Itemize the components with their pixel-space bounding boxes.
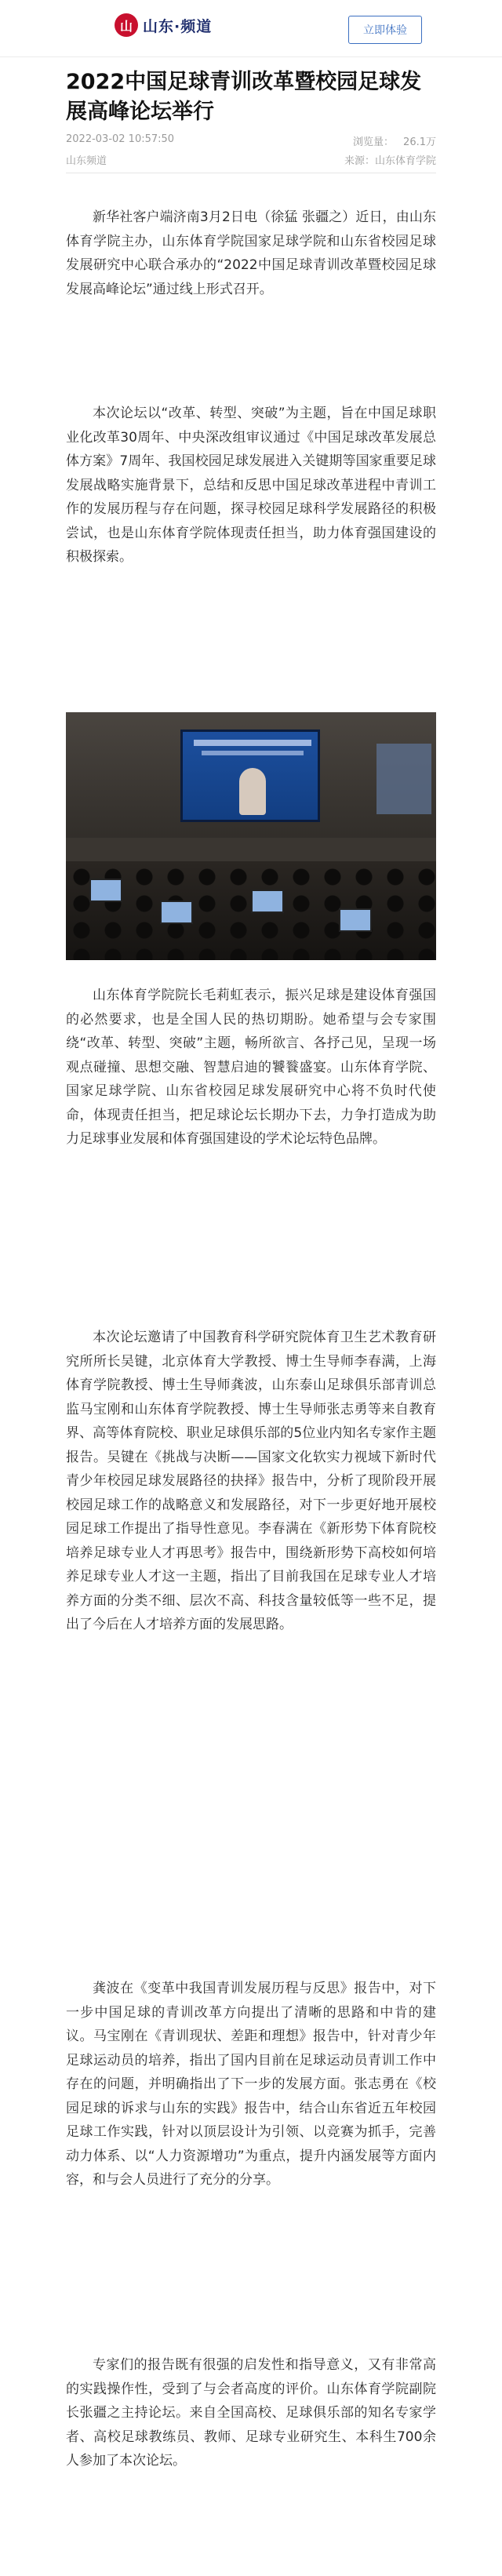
- photo-projection-screen: [180, 730, 320, 822]
- article-meta: [66, 133, 436, 148]
- forum-photo: [66, 712, 436, 960]
- article-title: 2022中国足球青训改革暨校园足球发展高峰论坛举行: [66, 70, 422, 124]
- read-count-value: 26.1万: [403, 136, 436, 148]
- read-count-label: 浏览量：: [353, 136, 395, 148]
- article-paragraph-5: 龚波在《变革中我国青训发展历程与反思》报告中，对下一步中国足球的青训改革方向提出了清晰的思路和中肯的建议。马宝刚在《青训现状、差距和理想》报告中，针对青少年足球运动员的培养，指出了国内目前在足球运动员青训工作中存在的问题，并明确指出了下一步的发展方面。张志勇在《校园足球的诉求与山东的实践》报告中，结合山东省近五年校园足球工作实践，针对以顶层设计为引领、以竞赛为抓手，完善动力体系、以“人力资源增功”为重点，提升内涵发展等方面内容，和与会人员进行了充分的分享。: [66, 1981, 436, 2188]
- photo-side-screen: [376, 744, 431, 814]
- channel-logo[interactable]: [115, 13, 212, 37]
- article-source-row: [66, 152, 436, 167]
- article-source: 来源：山东体育学院: [344, 155, 436, 167]
- publish-datetime: 2022-03-02 10:57:50: [66, 133, 175, 145]
- logo-text: 山东·频道: [143, 17, 213, 35]
- article-paragraph-6: 专家们的报告既有很强的启发性和指导意义，又有非常高的实践操作性，受到了与会者高度的评价。山东体育学院副院长张疆之主持论坛。来自全国高校、足球俱乐部的知名专家学者、高校足球教练员、教师、足球专业研究生、本科生700余人参加了本次论坛。: [66, 2357, 436, 2469]
- read-count: [353, 133, 436, 148]
- article-paragraph-2: 本次论坛以“改革、转型、突破”为主题，旨在中国足球职业化改革30周年、中央深改组审议通过《中国足球改革发展总体方案》7周年、我国校园足球发展进入关键期等国家重要足球发展战略实施背景下，总结和反思中国足球改革进程中青训工作的发展历程与存在问题，探寻校园足球科学发展路径的积极尝试，也是山东体育学院体现责任担当，助力体育强国建设的积极探索。: [66, 406, 436, 565]
- top-bar: [0, 0, 502, 57]
- article-paragraph-3: 山东体育学院院长毛莉虹表示，振兴足球是建设体育强国的必然要求，也是全国人民的热切期盼。她希望与会专家围绕“改革、转型、突破”主题，畅所欲言、各抒己见，呈现一场观点碰撞、思想交融、智慧启迪的饕餮盛宴。山东体育学院、国家足球学院、山东省校园足球发展研究中心将不负时代使命，体现责任担当，把足球论坛长期办下去，力争打造成为助力足球事业发展和体育强国建设的学术论坛特色品牌。: [66, 988, 436, 1147]
- article-paragraph-1: 新华社客户端济南3月2日电（徐猛 张疆之）近日，由山东体育学院主办，山东体育学院国家足球学院和山东省校园足球发展研究中心联合承办的“2022中国足球青训改革暨校园足球发展高峰论坛”通过线上形式召开。: [66, 209, 436, 297]
- open-app-button[interactable]: 立即体验: [348, 16, 422, 44]
- channel-link[interactable]: 山东频道: [66, 155, 107, 167]
- article-paragraph-4: 本次论坛邀请了中国教育科学研究院体育卫生艺术教育研究所所长吴键，北京体育大学教授、博士生导师李春满，上海体育学院教授、博士生导师龚波，山东泰山足球俱乐部青训总监马宝刚和山东体育学院教授、博士生导师张志勇等来自教育界、高等体育院校、职业足球俱乐部的5位业内知名专家作主题报告。吴键在《挑战与决断——国家文化软实力视域下新时代青少年校园足球发展路径的抉择》报告中，分析了现阶段开展校园足球工作的战略意义和发展路径，对下一步更好地开展校园足球工作提出了指导性意见。李春满在《新形势下体育院校培养足球专业人才再思考》报告中，围绕新形势下高校如何培养足球专业人才这一主题，指出了目前我国在足球专业人才培养方面的分类不细、层次不高、科技含量较低等一些不足，提出了今后在人才培养方面的发展思路。: [66, 1330, 436, 1632]
- logo-mark-icon: 山: [115, 13, 138, 37]
